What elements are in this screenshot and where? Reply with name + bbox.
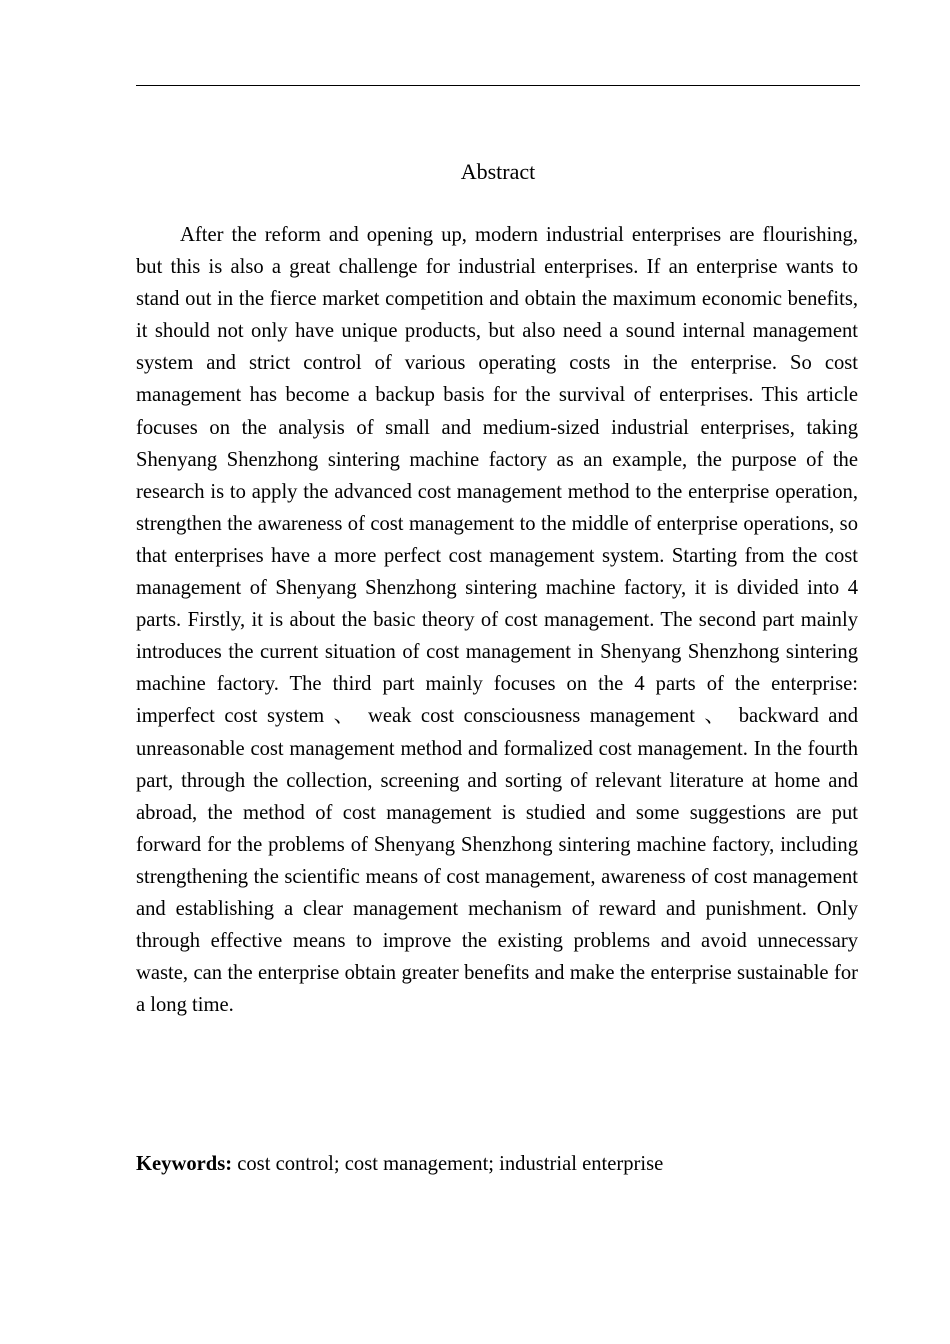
header-rule xyxy=(136,85,860,86)
keywords-line xyxy=(136,1149,860,1179)
abstract-title: Abstract xyxy=(460,159,536,184)
keywords-label: Keywords: xyxy=(136,1153,233,1175)
abstract-body: After the reform and opening up, modern industrial enterprises are flourishing, but this is also a great challenge for industrial enterprises. If an enterprise wants to stand out in the fierce market competition and obtain the maximum economic benefits, it should not only have unique products, but also need a sound internal management system and strict control of various operating costs in the enterprise. So cost management has become a backup basis for the survival of enterprises. This article focuses on the analysis of small and medium-sized industrial enterprises, taking Shenyang Shenzhong sintering machine factory as an example, the purpose of the research is to apply the advanced cost management method to the enterprise operation, strengthen the awareness of cost management to the middle of enterprise operations, so that enterprises have a more perfect cost management system. Starting from the cost management of Shenyang Shenzhong sintering machine factory, it is divided into 4 parts. Firstly, it is about the basic theory of cost management. The second part mainly introduces the current situation of cost management in Shenyang Shenzhong sintering machine factory. The third part mainly focuses on the 4 parts of the enterprise: imperfect cost system 、 weak cost consciousness management 、 backward and unreasonable cost management method and formalized cost management. In the fourth part, through the collection, screening and sorting of relevant literature at home and abroad, the method of cost management is studied and some suggestions are put forward for the problems of Shenyang Shenzhong sintering machine factory, including strengthening the scientific means of cost management, awareness of cost management and establishing a clear management mechanism of reward and punishment. Only through effective means to improve the existing problems and avoid unnecessary waste, can the enterprise obtain greater benefits and make the enterprise sustainable for a long time. xyxy=(136,224,858,1017)
keywords-text: cost control; cost management; industrial enterprise xyxy=(232,1153,664,1175)
